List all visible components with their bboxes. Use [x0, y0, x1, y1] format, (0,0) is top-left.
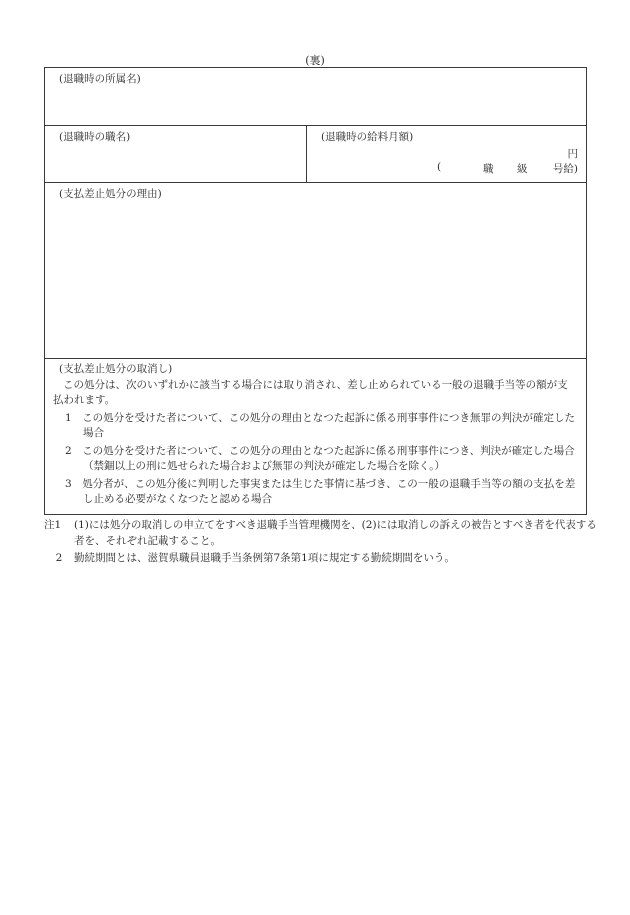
suspension-form — [44, 67, 587, 515]
notes — [44, 518, 604, 569]
cancellation-condition — [53, 444, 578, 475]
note-text: (1)には処分の取消しの申立てをすべき退職手当管理機関を、(2)には取消しの訴えの被告とすべき者を代表する者を、それぞれ記載すること。 — [74, 519, 597, 547]
office-label: (退職時の所属名) — [59, 73, 141, 85]
grade-class-label: 職 — [483, 163, 494, 175]
note-number: 注1 — [44, 519, 62, 531]
note-text: 勤続期間とは、滋賀県職員退職手当条例第7条第1項に規定する勤続期間をいう。 — [74, 552, 455, 564]
reason-label: (支払差止処分の理由) — [59, 188, 162, 200]
grade-level-label: 級 — [517, 163, 528, 175]
note-number: 2 — [55, 552, 63, 564]
grade-open-paren: ( — [437, 161, 442, 173]
condition-number: 3 — [65, 477, 72, 490]
cancellation-row — [45, 359, 586, 514]
cancellation-label: (支払差止処分の取消し) — [59, 363, 173, 375]
cancellation-condition — [53, 411, 578, 442]
page-title: (裏) — [305, 54, 325, 67]
note-item — [44, 551, 604, 567]
position-salary-row — [45, 126, 586, 183]
salary-label: (退職時の給料月額) — [321, 131, 414, 143]
grade-step-label: 号給) — [552, 163, 578, 175]
position-label: (退職時の職名) — [59, 131, 131, 143]
salary-unit: 円 — [567, 148, 578, 160]
position-cell — [45, 126, 307, 182]
condition-number: 1 — [65, 411, 72, 424]
note-item — [44, 518, 604, 549]
condition-text: 処分者が、この処分後に判明した事実または生じた事情に基づき、この一般の退職手当等の額の支払を差し止める必要がなくなつたと認める場合 — [82, 477, 576, 505]
salary-cell — [307, 126, 586, 182]
cancellation-condition — [53, 477, 578, 508]
condition-text: この処分を受けた者について、この処分の理由となつた起訴に係る刑事事件につき無罪の判決が確定した場合 — [82, 411, 576, 439]
condition-number: 2 — [65, 444, 72, 457]
office-row — [45, 68, 586, 126]
cancellation-intro: この処分は、次のいずれかに該当する場合には取り消され、差し止められている一般の退職手当等の額が支払われます。 — [53, 378, 568, 406]
reason-row — [45, 183, 586, 359]
condition-text: この処分を受けた者について、この処分の理由となつた起訴に係る刑事事件につき、判決が確定した場合（禁錮以上の刑に処せられた場合および無罪の判決が確定した場合を除く。） — [82, 444, 575, 472]
